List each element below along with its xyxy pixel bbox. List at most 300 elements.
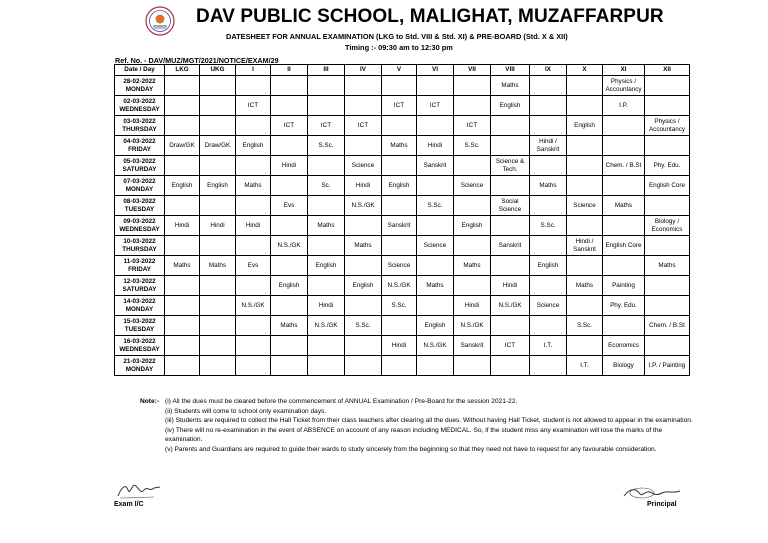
- table-row: [115, 136, 690, 156]
- subject-cell: [417, 216, 454, 236]
- table-row: [115, 296, 690, 316]
- date-cell: [115, 136, 165, 156]
- subject-cell: [236, 116, 271, 136]
- subject-cell: N.S./GK: [271, 236, 308, 256]
- subject-cell: English: [308, 256, 345, 276]
- exam-date: 08-03-2022: [123, 197, 156, 205]
- note-item: (v) Parents and Guardians are required to guide their wards to study sincerely from the beginning so that they need not have to request for any favourable consideration.: [165, 445, 657, 453]
- subject-cell: Phy. Edu.: [645, 156, 690, 176]
- date-cell: [115, 216, 165, 236]
- subject-cell: English: [567, 116, 603, 136]
- subject-cell: Evs: [236, 256, 271, 276]
- subject-cell: Hindi: [308, 296, 345, 316]
- subject-cell: [308, 336, 345, 356]
- subject-cell: [271, 176, 308, 196]
- subject-cell: [645, 336, 690, 356]
- date-cell: [115, 356, 165, 376]
- column-header-class: IX: [530, 65, 567, 76]
- subject-cell: ICT: [491, 336, 530, 356]
- subject-cell: Maths: [530, 176, 567, 196]
- exam-day: TUESDAY: [124, 205, 155, 213]
- subject-cell: [236, 196, 271, 216]
- subject-cell: ICT: [308, 116, 345, 136]
- subject-cell: [345, 256, 382, 276]
- subject-cell: ICT: [382, 96, 417, 116]
- subject-cell: Science: [454, 176, 491, 196]
- subject-cell: [165, 276, 200, 296]
- subject-cell: Chem. / B.St: [645, 316, 690, 336]
- subject-cell: I.T.: [530, 336, 567, 356]
- subject-cell: [603, 216, 645, 236]
- table-row: [115, 356, 690, 376]
- subject-cell: [308, 196, 345, 216]
- subject-cell: Hindi / Sanskrit: [530, 136, 567, 156]
- subject-cell: S.Sc.: [530, 216, 567, 236]
- subject-cell: [271, 96, 308, 116]
- subject-cell: [603, 256, 645, 276]
- subject-cell: [417, 256, 454, 276]
- exam-day: SATURDAY: [122, 165, 157, 173]
- subject-cell: Economics: [603, 336, 645, 356]
- exam-day: WEDNESDAY: [119, 105, 160, 113]
- subject-cell: Evs: [271, 196, 308, 216]
- subject-cell: [530, 236, 567, 256]
- subject-cell: English: [417, 316, 454, 336]
- subject-cell: [417, 76, 454, 96]
- date-cell: [115, 176, 165, 196]
- subject-cell: Science: [345, 156, 382, 176]
- subject-cell: [200, 116, 236, 136]
- subject-cell: Chem. / B.St: [603, 156, 645, 176]
- subject-cell: N.S./GK: [308, 316, 345, 336]
- subject-cell: [454, 96, 491, 116]
- column-header-class: UKG: [200, 65, 236, 76]
- subject-cell: [645, 196, 690, 216]
- subject-cell: [200, 296, 236, 316]
- subject-cell: [603, 136, 645, 156]
- column-header-class: XI: [603, 65, 645, 76]
- subject-cell: [530, 156, 567, 176]
- subject-cell: [530, 356, 567, 376]
- subject-cell: [308, 156, 345, 176]
- subject-cell: Maths: [382, 136, 417, 156]
- subject-cell: ICT: [454, 116, 491, 136]
- subject-cell: [236, 316, 271, 336]
- subject-cell: Maths: [417, 276, 454, 296]
- school-logo-emblem: [145, 6, 175, 36]
- date-cell: [115, 256, 165, 276]
- subject-cell: [236, 336, 271, 356]
- subject-cell: [345, 136, 382, 156]
- subject-cell: [271, 256, 308, 276]
- subject-cell: Maths: [345, 236, 382, 256]
- exam-day: THURSDAY: [122, 245, 157, 253]
- subject-cell: [345, 356, 382, 376]
- note-item: (i) All the dues must be cleared before the commencement of ANNUAL Examination / Pre-Board for the session 2021-22.: [165, 398, 518, 405]
- subject-cell: Maths: [200, 256, 236, 276]
- exam-date: 28-02-2022: [123, 77, 156, 85]
- subject-cell: [345, 336, 382, 356]
- subject-cell: N.S./GK: [345, 196, 382, 216]
- subject-cell: English Core: [603, 236, 645, 256]
- subject-cell: Phy. Edu.: [603, 296, 645, 316]
- subject-cell: ICT: [236, 96, 271, 116]
- subject-cell: Hindi: [345, 176, 382, 196]
- subject-cell: N.S./GK: [454, 316, 491, 336]
- subject-cell: Physics / Accountancy: [645, 116, 690, 136]
- subject-cell: Painting: [603, 276, 645, 296]
- subject-cell: Hindi: [491, 276, 530, 296]
- subject-cell: Science: [530, 296, 567, 316]
- subject-cell: Sanskrit: [454, 336, 491, 356]
- subject-cell: [567, 296, 603, 316]
- date-cell: [115, 336, 165, 356]
- column-header-class: VI: [417, 65, 454, 76]
- subject-cell: [567, 336, 603, 356]
- column-header-class: VII: [454, 65, 491, 76]
- subject-cell: I.T.: [567, 356, 603, 376]
- subject-cell: [454, 156, 491, 176]
- column-header-class: II: [271, 65, 308, 76]
- subject-cell: Hindi: [417, 136, 454, 156]
- subject-cell: Sanskrit: [417, 156, 454, 176]
- table-row: [115, 176, 690, 196]
- subject-cell: [417, 296, 454, 316]
- subject-cell: [491, 256, 530, 276]
- subject-cell: [200, 196, 236, 216]
- subject-cell: [530, 76, 567, 96]
- subject-cell: [165, 156, 200, 176]
- subject-cell: Hindi: [454, 296, 491, 316]
- subject-cell: [165, 96, 200, 116]
- subject-cell: Maths: [271, 316, 308, 336]
- subject-cell: S.Sc.: [345, 316, 382, 336]
- subject-cell: [567, 96, 603, 116]
- subject-cell: [491, 176, 530, 196]
- subject-cell: [603, 116, 645, 136]
- subject-cell: Maths: [236, 176, 271, 196]
- subject-cell: Draw/GK: [200, 136, 236, 156]
- subject-cell: Maths: [645, 256, 690, 276]
- date-cell: [115, 276, 165, 296]
- exam-date: 10-03-2022: [123, 237, 156, 245]
- subject-cell: [200, 96, 236, 116]
- subject-cell: [200, 336, 236, 356]
- subject-cell: [530, 276, 567, 296]
- subject-cell: [567, 136, 603, 156]
- subject-cell: [567, 156, 603, 176]
- subject-cell: [530, 196, 567, 216]
- subject-cell: [530, 116, 567, 136]
- subject-cell: [530, 316, 567, 336]
- subject-cell: [454, 196, 491, 216]
- subject-cell: I.P. / Painting: [645, 356, 690, 376]
- table-row: [115, 96, 690, 116]
- subject-cell: [645, 236, 690, 256]
- subject-cell: [236, 236, 271, 256]
- exam-ic-label: Exam I/C: [114, 501, 144, 508]
- subject-cell: [165, 356, 200, 376]
- subject-cell: [345, 296, 382, 316]
- subject-cell: [603, 176, 645, 196]
- note-item: (iv) There will no re-examination in the event of ABSENCE on account of any reason including MEDICAL. So, if the student miss any examination will lose the marks of the examination.: [165, 426, 663, 444]
- subject-cell: [491, 216, 530, 236]
- date-cell: [115, 236, 165, 256]
- subject-cell: [200, 356, 236, 376]
- subject-cell: N.S./GK: [236, 296, 271, 316]
- date-cell: [115, 196, 165, 216]
- date-cell: [115, 76, 165, 96]
- table-row: [115, 236, 690, 256]
- subject-cell: [382, 116, 417, 136]
- subject-cell: [454, 276, 491, 296]
- subject-cell: S.Sc.: [417, 196, 454, 216]
- subject-cell: [603, 316, 645, 336]
- subject-cell: [417, 176, 454, 196]
- subject-cell: [491, 136, 530, 156]
- subject-cell: [165, 116, 200, 136]
- subject-cell: I.P.: [603, 96, 645, 116]
- subject-cell: [530, 96, 567, 116]
- subject-cell: Draw/GK: [165, 136, 200, 156]
- subject-cell: Science: [417, 236, 454, 256]
- exam-day: MONDAY: [125, 305, 154, 313]
- exam-date: 12-03-2022: [123, 277, 156, 285]
- subject-cell: [165, 236, 200, 256]
- exam-ic-signature: [114, 478, 164, 502]
- subject-cell: English: [271, 276, 308, 296]
- subject-cell: [491, 116, 530, 136]
- date-cell: [115, 296, 165, 316]
- notes-section: [140, 397, 700, 455]
- notes-list: [165, 397, 700, 455]
- subject-cell: [382, 356, 417, 376]
- subject-cell: [417, 356, 454, 376]
- subject-cell: Physics / Accountancy: [603, 76, 645, 96]
- exam-date: 03-03-2022: [123, 117, 156, 125]
- subject-cell: English Core: [645, 176, 690, 196]
- subject-cell: [382, 236, 417, 256]
- reference-number: Ref. No. - DAV/MUZ/MGT/2021/NOTICE/EXAM/29: [115, 56, 279, 65]
- column-header-class: III: [308, 65, 345, 76]
- principal-signature: [622, 484, 684, 502]
- table-row: [115, 336, 690, 356]
- subject-cell: [645, 136, 690, 156]
- date-cell: [115, 96, 165, 116]
- subject-cell: [454, 356, 491, 376]
- table-row: [115, 256, 690, 276]
- subject-cell: [165, 316, 200, 336]
- subject-cell: Maths: [567, 276, 603, 296]
- column-header-class: XII: [645, 65, 690, 76]
- subject-cell: ICT: [417, 96, 454, 116]
- subject-cell: [236, 276, 271, 296]
- exam-day: MONDAY: [125, 185, 154, 193]
- subject-cell: [345, 96, 382, 116]
- subject-cell: ICT: [271, 116, 308, 136]
- principal-label: Principal: [647, 501, 677, 508]
- subject-cell: Hindi: [165, 216, 200, 236]
- subject-cell: [308, 276, 345, 296]
- subject-cell: [382, 316, 417, 336]
- subject-cell: English: [345, 276, 382, 296]
- datesheet-table: [114, 64, 690, 376]
- subject-cell: English: [454, 216, 491, 236]
- exam-date: 21-03-2022: [123, 357, 156, 365]
- subject-cell: Hindi: [271, 156, 308, 176]
- subject-cell: [645, 276, 690, 296]
- subject-cell: [236, 76, 271, 96]
- table-row: [115, 276, 690, 296]
- subject-cell: English: [236, 136, 271, 156]
- exam-date: 05-03-2022: [123, 157, 156, 165]
- subject-cell: S.Sc.: [567, 316, 603, 336]
- column-header-date: Date / Day: [115, 65, 165, 76]
- subject-cell: [345, 216, 382, 236]
- exam-date: 02-03-2022: [123, 97, 156, 105]
- subject-cell: Maths: [454, 256, 491, 276]
- subject-cell: Sanskrit: [491, 236, 530, 256]
- subject-cell: English: [382, 176, 417, 196]
- subject-cell: Science: [382, 256, 417, 276]
- exam-day: WEDNESDAY: [119, 225, 160, 233]
- exam-day: SATURDAY: [122, 285, 157, 293]
- subject-cell: [382, 76, 417, 96]
- table-row: [115, 316, 690, 336]
- subject-cell: Maths: [603, 196, 645, 216]
- subject-cell: Hindi / Sanskrit: [567, 236, 603, 256]
- subject-cell: [454, 76, 491, 96]
- subject-cell: Hindi: [200, 216, 236, 236]
- table-row: [115, 156, 690, 176]
- subject-cell: [491, 316, 530, 336]
- subject-cell: Biology / Economics: [645, 216, 690, 236]
- column-header-class: X: [567, 65, 603, 76]
- subject-cell: [645, 76, 690, 96]
- exam-day: WEDNESDAY: [119, 345, 160, 353]
- exam-date: 09-03-2022: [123, 217, 156, 225]
- subject-cell: [308, 96, 345, 116]
- subject-cell: [308, 236, 345, 256]
- subject-cell: English: [200, 176, 236, 196]
- exam-date: 15-03-2022: [123, 317, 156, 325]
- column-header-class: VIII: [491, 65, 530, 76]
- column-header-class: IV: [345, 65, 382, 76]
- subject-cell: [200, 236, 236, 256]
- subject-cell: [645, 96, 690, 116]
- subject-cell: N.S./GK: [417, 336, 454, 356]
- exam-date: 04-03-2022: [123, 137, 156, 145]
- subject-cell: Science: [567, 196, 603, 216]
- datesheet-subtitle: DATESHEET FOR ANNUAL EXAMINATION (LKG to Std. VIII & Std. XI) & PRE-BOARD (Std. X & XII): [226, 32, 568, 41]
- note-item: (iii) Students are required to collect the Hall Ticket from their class teachers after clearing all the dues. Without having Hall Ticket, student is not allowed to appear in the examination.: [165, 417, 693, 425]
- subject-cell: [165, 196, 200, 216]
- column-header-class: V: [382, 65, 417, 76]
- notes-label: Note:-: [140, 398, 160, 405]
- subject-cell: English: [530, 256, 567, 276]
- subject-cell: [200, 316, 236, 336]
- subject-cell: [345, 76, 382, 96]
- subject-cell: [271, 336, 308, 356]
- subject-cell: S.Sc.: [308, 136, 345, 156]
- subject-cell: [236, 156, 271, 176]
- subject-cell: Hindi: [236, 216, 271, 236]
- subject-cell: [271, 76, 308, 96]
- subject-cell: [567, 216, 603, 236]
- exam-timing: Timing :- 09:30 am to 12:30 pm: [345, 43, 453, 52]
- exam-date: 16-03-2022: [123, 337, 156, 345]
- subject-cell: [271, 296, 308, 316]
- subject-cell: English: [491, 96, 530, 116]
- subject-cell: Maths: [165, 256, 200, 276]
- subject-cell: [382, 196, 417, 216]
- subject-cell: N.S./GK: [382, 276, 417, 296]
- subject-cell: [200, 276, 236, 296]
- exam-date: 07-03-2022: [123, 177, 156, 185]
- exam-day: THURSDAY: [122, 125, 157, 133]
- date-cell: [115, 316, 165, 336]
- subject-cell: Hindi: [382, 336, 417, 356]
- subject-cell: [165, 76, 200, 96]
- subject-cell: ICT: [345, 116, 382, 136]
- subject-cell: Science & Tech.: [491, 156, 530, 176]
- subject-cell: S.Sc.: [382, 296, 417, 316]
- subject-cell: [417, 116, 454, 136]
- subject-cell: Maths: [491, 76, 530, 96]
- subject-cell: S.Sc.: [454, 136, 491, 156]
- subject-cell: [382, 156, 417, 176]
- exam-day: MONDAY: [125, 85, 154, 93]
- subject-cell: [454, 236, 491, 256]
- subject-cell: Sc.: [308, 176, 345, 196]
- note-item: (ii) Students will come to school only examination days.: [165, 407, 327, 415]
- subject-cell: Social Science: [491, 196, 530, 216]
- column-header-class: LKG: [165, 65, 200, 76]
- subject-cell: [308, 356, 345, 376]
- subject-cell: [236, 356, 271, 376]
- subject-cell: Maths: [308, 216, 345, 236]
- exam-day: TUESDAY: [124, 325, 155, 333]
- date-cell: [115, 116, 165, 136]
- table-header-row: [115, 65, 690, 76]
- exam-day: FRIDAY: [128, 145, 151, 153]
- table-row: [115, 216, 690, 236]
- subject-cell: [165, 336, 200, 356]
- subject-cell: [567, 76, 603, 96]
- date-cell: [115, 156, 165, 176]
- exam-date: 14-03-2022: [123, 297, 156, 305]
- subject-cell: English: [165, 176, 200, 196]
- subject-cell: Biology: [603, 356, 645, 376]
- subject-cell: Sanskrit: [382, 216, 417, 236]
- subject-cell: N.S./GK: [491, 296, 530, 316]
- subject-cell: [271, 216, 308, 236]
- subject-cell: [645, 296, 690, 316]
- subject-cell: [165, 296, 200, 316]
- exam-day: MONDAY: [125, 365, 154, 373]
- exam-day: FRIDAY: [128, 265, 151, 273]
- table-row: [115, 76, 690, 96]
- table-row: [115, 196, 690, 216]
- subject-cell: [200, 156, 236, 176]
- subject-cell: [567, 176, 603, 196]
- subject-cell: [200, 76, 236, 96]
- subject-cell: [308, 76, 345, 96]
- subject-cell: [567, 256, 603, 276]
- exam-date: 11-03-2022: [123, 257, 156, 265]
- column-header-class: I: [236, 65, 271, 76]
- school-title: DAV PUBLIC SCHOOL, MALIGHAT, MUZAFFARPUR: [196, 6, 664, 27]
